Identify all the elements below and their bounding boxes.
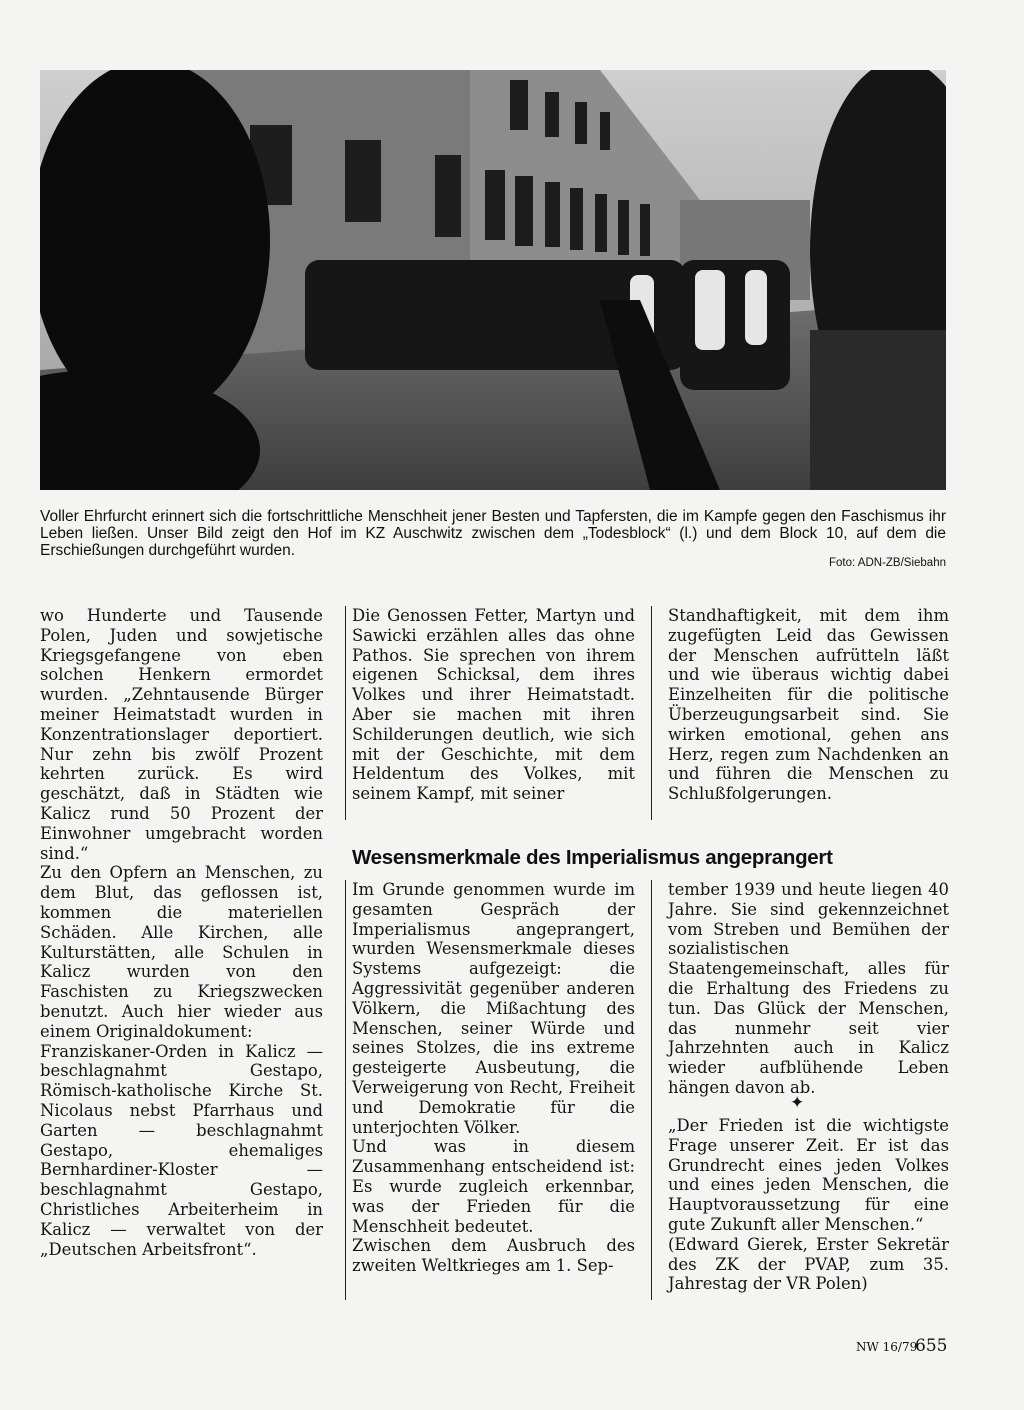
section-separator-icon: ✦ [790, 1093, 805, 1113]
auschwitz-courtyard-photo [40, 70, 946, 490]
photo-credit: Foto: ADN-ZB/Siebahn [829, 557, 946, 569]
column-rule-right-top [651, 606, 652, 820]
column-middle-top: Die Genossen Fetter, Martyn und Sawicki erzählen alles das ohne Pathos. Sie sprechen von ihrem eigenen Schicksal, dem ihres Volkes und ihrer Heimatstadt. Aber sie machen mit ihren Schilderungen deutlich, wie sich mit der Geschichte, mit dem Heldentum des Volkes, mit seinem Kampf, mit seiner [352, 606, 635, 804]
column-rule-right-bottom [651, 880, 652, 1300]
photo-illustration [40, 70, 946, 490]
photo-caption: Voller Ehrfurcht erinnert sich die fortschrittliche Menschheit jener Besten und Tapfersten, die im Kampfe gegen den Faschismus ihr Leben ließen. Unser Bild zeigt den Hof im KZ Auschwitz zwischen dem „Todesblock“ (l.) und dem Block 10, auf dem die Erschießungen durchgeführt wurden. [40, 508, 946, 559]
issue-number: NW 16/79 [856, 1340, 918, 1354]
column-middle-bottom: Im Grunde genommen wurde im gesamten Gespräch der Imperialismus angeprangert, wurden Wesensmerkmale dieses Systems aufgezeigt: die Aggressivität gegenüber anderen Völkern, die Mißachtung des Menschen, seiner Würde und seines Stolzes, die ins extreme gesteigerte Ausbeutung, die Verweigerung von Recht, Freiheit und Demokratie für die unterjochten Völker. Und was in diesem Zusammenhang entscheidend ist: Es wurde zugleich erkennbar, was der Frieden für die Menschheit bedeutet. Zwischen dem Ausbruch des zweiten Weltkrieges am 1. Sep- [352, 880, 635, 1276]
section-headline: Wesensmerkmale des Imperialismus angeprangert [352, 846, 833, 869]
column-rule-middle-top [345, 606, 346, 820]
column-right-top: Standhaftigkeit, mit dem ihm zugefügten Leid das Gewissen der Menschen aufrütteln läßt und wie überaus wichtig dabei Einzelheiten für die politische Überzeugungsarbeit sind. Sie wirken emotional, gehen ans Herz, regen zum Nachdenken an und führen die Menschen zu Schlußfolgerungen. [668, 606, 949, 804]
column-rule-middle-bottom [345, 880, 346, 1300]
column-left: wo Hunderte und Tausende Polen, Juden und sowjetische Kriegsgefangene von eben solchen Henkern ermordet wurden. „Zehntausende Bürger meiner Heimatstadt wurden in Konzentrationslager deportiert. Nur zehn bis zwölf Prozent kehrten zurück. Es wird geschätzt, daß in Städten wie Kalicz rund 50 Prozent der Einwohner umgebracht worden sind.“ Zu den Opfern an Menschen, zu dem Blut, das geflossen ist, kommen die materiellen Schäden. Alle Kirchen, alle Kulturstätten, alle Schulen in Kalicz wurden von den Faschisten zu Kriegszwecken benutzt. Auch hier wieder aus einem Originaldokument: Franziskaner-Orden in Kalicz — beschlagnahmt Gestapo, Römisch-katholische Kirche St. Nicolaus nebst Pfarrhaus und Garten — beschlagnahmt Gestapo, ehemaliges Bernhardiner-Kloster — beschlagnahmt Gestapo, Christliches Arbeiterheim in Kalicz — verwaltet von der „Deutschen Arbeitsfront“. [40, 606, 323, 1259]
page-number: 655 [915, 1336, 948, 1356]
column-right-bottom: tember 1939 und heute liegen 40 Jahre. Sie sind gekennzeichnet vom Streben und Bemühen der sozialistischen Staatengemeinschaft, alles für die Erhaltung des Friedens zu tun. Das Glück der Menschen, das nunmehr seit vier Jahrzehnten auch in Kalicz wieder aufblühende Leben hängen davon ab. [668, 880, 949, 1097]
gierek-quote: „Der Frieden ist die wichtigste Frage unserer Zeit. Er ist das Grundrecht eines jeden Volkes und eines jeden Menschen, die Hauptvoraussetzung für eine gute Zukunft aller Menschen.“ (Edward Gierek, Erster Sekretär des ZK der PVAP, zum 35. Jahrestag der VR Polen) [668, 1116, 949, 1294]
